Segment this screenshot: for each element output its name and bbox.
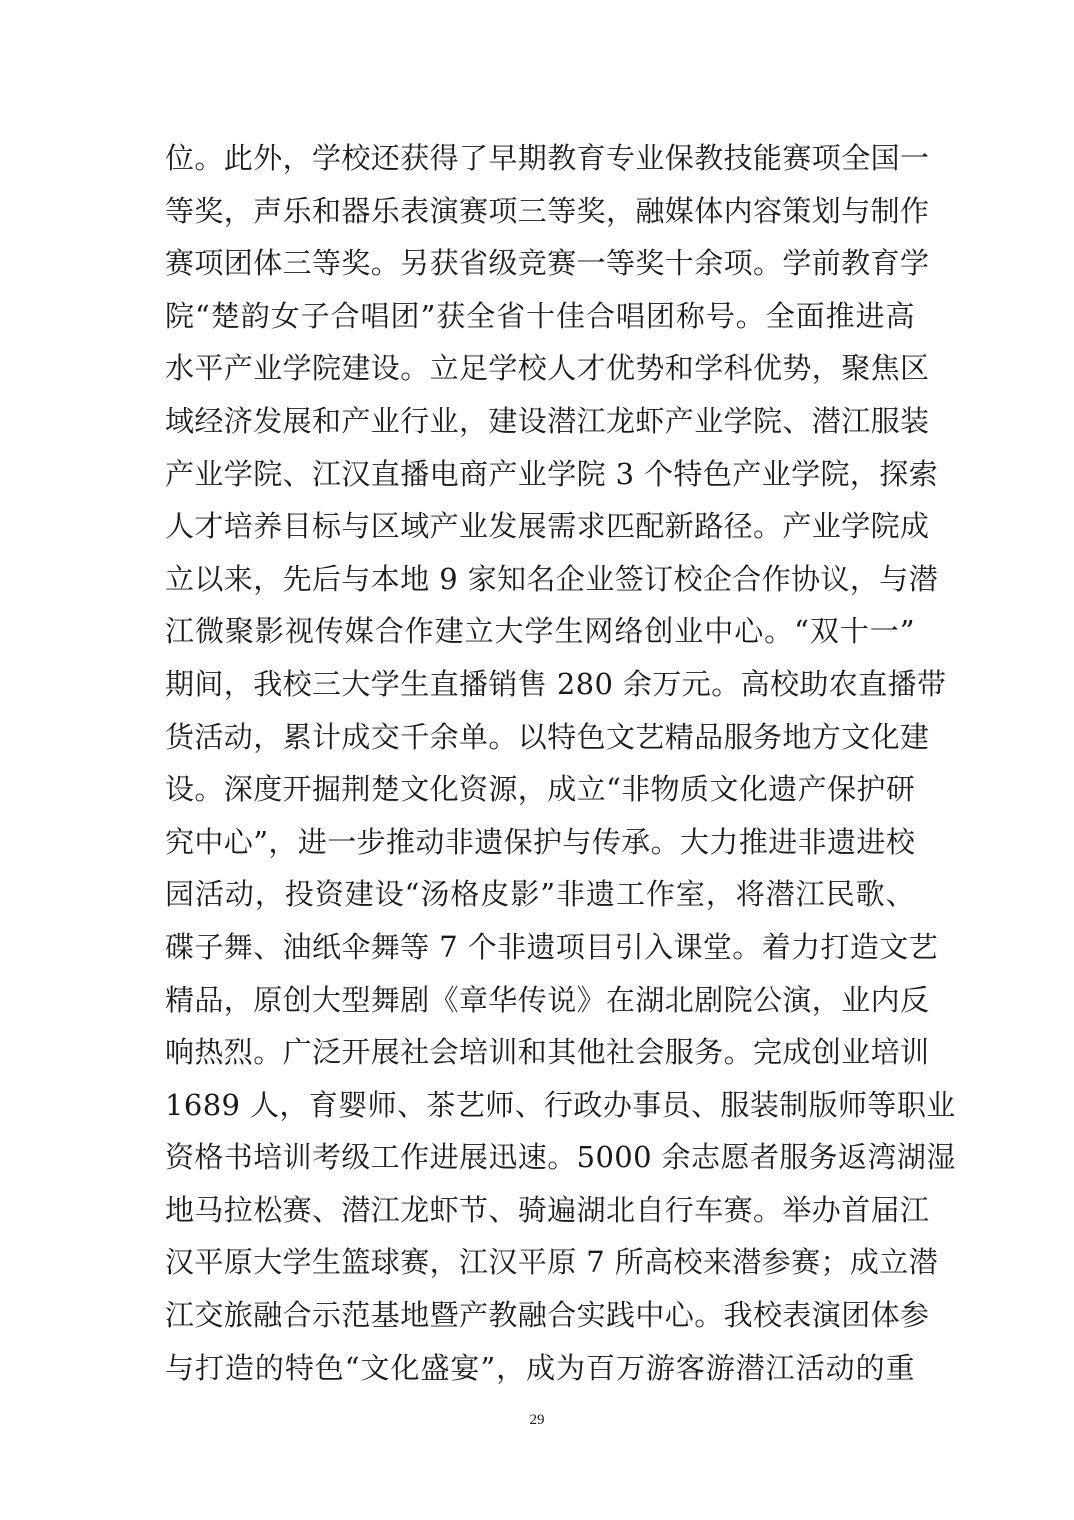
text-line: 江微聚影视传媒合作建立大学生网络创业中心。“双十一”: [165, 614, 915, 649]
text-line: 1689 人，育婴师、茶艺师、行政办事员、服装制版师等职业: [165, 1087, 956, 1122]
text-line: 汉平原大学生篮球赛，江汉平原 7 所高校来潜参赛；成立潜: [165, 1245, 939, 1280]
text-line: 期间，我校三大学生直播销售 280 余万元。高校助农直播带: [165, 666, 947, 701]
text-line: 究中心”，进一步推动非遗保护与传承。大力推进非遗进校: [165, 824, 916, 859]
text-line: 碟子舞、油纸伞舞等 7 个非遗项目引入课堂。着力打造文艺: [165, 929, 939, 964]
text-line: 产业学院、江汉直播电商产业学院 3 个特色产业学院，探索: [165, 456, 939, 491]
text-line: 人才培养目标与区域产业发展需求匹配新路径。产业学院成: [165, 509, 930, 544]
text-line: 江交旅融合示范基地暨产教融合实践中心。我校表演团体参: [165, 1298, 930, 1333]
body-paragraph: [165, 132, 956, 1394]
text-line: 水平产业学院建设。立足学校人才优势和学科优势，聚焦区: [165, 351, 930, 386]
text-line: 园活动，投资建设“汤格皮影”非遗工作室，将潜江民歌、: [165, 877, 915, 912]
text-line: 域经济发展和产业行业，建设潜江龙虾产业学院、潜江服装: [165, 403, 930, 438]
text-line: 响热烈。广泛开展社会培训和其他社会服务。完成创业培训: [165, 1035, 930, 1070]
text-line: 设。深度开掘荆楚文化资源，成立“非物质文化遗产保护研: [165, 772, 916, 807]
text-line: 位。此外，学校还获得了早期教育专业保教技能赛项全国一: [165, 141, 930, 175]
text-line: 立以来，先后与本地 9 家知名企业签订校企合作协议，与潜: [165, 561, 939, 596]
text-line: 货活动，累计成交千余单。以特色文艺精品服务地方文化建: [165, 719, 930, 754]
page-number: 29: [529, 1412, 545, 1428]
text-line: 赛项团体三等奖。另获省级竞赛一等奖十余项。学前教育学: [165, 246, 930, 281]
text-line: 地马拉松赛、潜江龙虾节、骑遍湖北自行车赛。举办首届江: [165, 1192, 930, 1227]
text-line: 院“楚韵女子合唱团”获全省十佳合唱团称号。全面推进高: [165, 298, 915, 333]
text-line: 与打造的特色“文化盛宴”，成为百万游客游潜江活动的重: [165, 1350, 915, 1385]
text-line: 资格书培训考级工作进展迅速。5000 余志愿者服务返湾湖湿: [165, 1140, 956, 1175]
text-line: 等奖，声乐和器乐表演赛项三等奖，融媒体内容策划与制作: [165, 193, 930, 228]
text-line: 精品，原创大型舞剧《章华传说》在湖北剧院公演，业内反: [165, 982, 930, 1017]
